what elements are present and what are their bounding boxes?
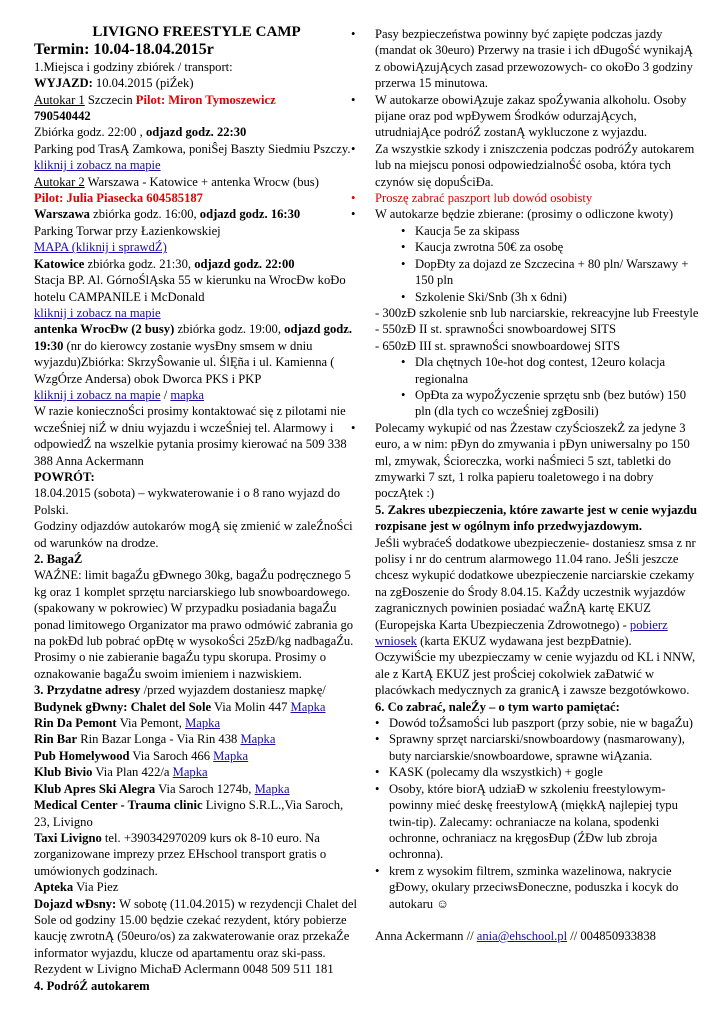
address-name: Rin Bar (34, 732, 78, 747)
medical-name: Medical Center - Trauma clinic (34, 798, 203, 813)
return-heading: POWRÓT: (34, 469, 95, 484)
packing-item: • Dowód toŹsamoŚci lub paszport (przy sobie, nie w bagaŹu) (389, 715, 700, 731)
packing-item: • krem z wysokim filtrem, szminka wazelinowa, nakrycie gĐowy, okulary przeciwsĐoneczne, poduszka i kocyk do autokaru ☺ (389, 863, 700, 912)
email-link[interactable]: ania@ehschool.pl (476, 928, 568, 943)
bus1-departure-time: odjazd godz. 22:30 (145, 125, 247, 140)
payment-entry: • Kaucja 5e za skipass (401, 223, 700, 239)
return-text: 18.04.2015 (sobota) – wykwaterowanie i o 8 rano wyjazd do Polski. (34, 486, 341, 517)
address-map-link[interactable]: Mapka (213, 748, 249, 763)
warsaw-gather: zbiórka godz. 16:00, (89, 207, 200, 222)
pharmacy-address: Via Piez (73, 880, 119, 895)
bus1-city: Szczecin (84, 92, 136, 107)
return-note: Godziny odjazdów autokarów mogĄ się zmienić w zaleŹnoŚci od warunków na drodze. (34, 519, 353, 550)
address-text: Via Saroch 1274b, (155, 781, 255, 796)
payment-item (375, 206, 700, 304)
addresses-note: /przed wyjazdem dostaniesz mapkę/ (140, 683, 326, 698)
bus2-pilot: Pilot: Julia Piasecka 604585187 (34, 191, 203, 206)
taxi-name: Taxi Livigno (34, 830, 102, 845)
wroclaw-gather: zbiórka godz. 19:00, (174, 322, 285, 337)
wroclaw-label: antenka WrocĐw (2 busy) (34, 322, 175, 337)
wroclaw-details: (nr do kierowcy zostanie wysĐny smsem w dniu wyjazdu)Zbiórka: SkrzyŜowanie ul. ŚlĘña i ul. Kamienna ( WzgÓrze Andersa) obok Dworca PKS i PKP (34, 338, 335, 386)
address-map-link[interactable]: Mapka (172, 765, 208, 780)
address-name: Rin Da Pemont (34, 716, 120, 731)
address-text: Via Pemont, (119, 716, 186, 731)
bus1-gather-time: Zbiórka godz. 22:00 , (34, 125, 146, 140)
payment-entry: • Kaucja zwrotna 50€ za osobę (401, 239, 700, 255)
bus1-map-link[interactable]: kliknij i zobacz na mapie (34, 158, 161, 173)
insurance-text (375, 535, 700, 650)
rule-item: • Za wszystkie szkody i zniszczenia podczas podróŹy autokarem lub na miejscu ponosi odpowiedzialnoŚć osoba, która tych czynów się dopuŚciĐa. (375, 141, 700, 190)
katowice-line (34, 256, 359, 272)
address-text: Via Saroch 466 (129, 748, 214, 763)
warsaw-label: Warszawa (34, 207, 90, 222)
address-text: Rin Bazar Longa - Via Rin 438 (77, 732, 241, 747)
bus1-phone: 790540442 (34, 109, 91, 124)
address-name: Klub Apres Ski Alegra (34, 781, 156, 796)
bus2-route: Warszawa - Katowice + antenka Wroc (84, 174, 281, 189)
passport-reminder: • Proszę zabrać paszport lub dowód osobisty (375, 190, 700, 206)
address-item (34, 764, 359, 780)
bus2-label: Autokar 2 (34, 174, 85, 189)
rule-item: • Pasy bezpieczeństwa powinny być zapięte podczas jazdy (mandat ok 30euro) Przerwy na trasie i ich dĐugoŚć wynikajĄ z obowiĄzujĄcych zasad przewozowych- co okoĐo 3 godziny przerwa 15 minutowa. (375, 26, 700, 92)
luggage-text: WAŹNE: limit bagaŹu gĐwnego 30kg, bagaŹu podręcznego 5 kg oraz 1 komplet sprzętu narciarskiego lub snowboardowego.(spakowany w pokrowiec) W przypadku posiadania bagaŹu ponad limitowego Organizator ma prawo odmówić zabrania go na pokĐd lub pobrać opĐtę w wysokoŚci 25zĐ/kg nadbagaŹu. Prosimy o nie zabieranie bagaŹu typu skorupa. Prosimy o oznakowanie bagaŹu swoim imieniem i nazwiskiem. (34, 568, 354, 681)
own-travel-text: W sobotę (11.04.2015) w rezydencji Chalet del Sole od godziny 15.00 będzie czekać rezydent, który pobierze kaucję zwrotnĄ (50euro/os) za zakwaterowanie oraz przekaŹe informator wyjazdu, klucze od apartamentu oraz ski-pass. (34, 896, 357, 960)
section-4-heading: 4. PodróŹ autokarem (34, 978, 150, 993)
katowice-departure: odjazd godz. 22:00 (194, 256, 295, 271)
departure-line (34, 75, 359, 91)
download-form-link[interactable]: pobierz wniosek (375, 617, 668, 649)
address-list (34, 699, 359, 797)
warsaw-departure: odjazd godz. 16:30 (199, 207, 301, 222)
address-item (34, 748, 359, 764)
address-name: Klub Bivio (34, 765, 93, 780)
address-item (34, 699, 359, 715)
departure-date: 10.04.2015 (piŹek) (92, 76, 194, 91)
wroclaw-mapka-link[interactable]: mapka (170, 387, 204, 402)
pharmacy-name: Apteka (34, 880, 74, 895)
payment-list (375, 223, 700, 305)
taxi-text: tel. +390342970209 kurs ok 8-10 euro. Na zorganizowane imprezy przez EHschool transport gratis o umówionych godzinach. (34, 830, 327, 878)
training-price: - 550zĐ II st. sprawnoŚci snowboardowej SITS (375, 322, 616, 337)
wroclaw-departure: odjazd godz. 19:30 (34, 322, 353, 353)
bus1-place-text-2: szczy. (320, 141, 351, 156)
term-dates: Termin: 10.04-18.04.2015r (34, 41, 214, 59)
taxi-info (34, 830, 359, 879)
cleaning-kit-item: • Polecamy wykupić od nas Żzestaw czyŚcioszekŻ za jedyne 3 euro, a w nim: pĐyn do zmywania i pĐyn uniwersalny po 150 ml, zmywak, Ścioreczka, worki naŚmieci 5 szt, tabletki do zmywarki 7 szt, 1 rolka papieru toaletowego i na dobry poczĄtek :) (375, 420, 700, 502)
training-price: - 300zĐ szkolenie snb lub narciarskie, rekreacyjne lub Freestyle (375, 305, 699, 320)
training-prices (375, 305, 700, 354)
section-1-heading: 1.Miejsca i godziny zbiórek / transport: (34, 59, 233, 74)
departure-label: WYJAZD: (34, 76, 93, 91)
payment-entry: • DopĐty za dojazd ze Szczecina + 80 pln/ Warszawy + 150 pln (401, 256, 700, 289)
payment-entry: • Szkolenie Ski/Snb (3h x 6dni) (401, 289, 700, 305)
insurance-note: OczywiŚcie my ubezpieczamy w cenie wyjazdu od KL i NNW, ale z KartĄ EKUZ jest proŚciej cokolwiek zaĐatwić w placówkach medycznych za granicĄ i zawsze bezgotówkowo. (375, 650, 696, 698)
packing-item: • Osoby, które biorĄ udziaĐ w szkoleniu freestylowym- powinny mieć deskę freestylowĄ (miękkĄ najlepiej typu twin-tip). Zalecamy: ochraniacze na kolana, spodenki ochronne, ochraniacz na kręgosĐup (ŹĐw lub zbroja ochronna). (389, 781, 700, 863)
bus2-line (34, 174, 359, 190)
document-title: LIVIGNO FREESTYLE CAMP (92, 24, 301, 40)
section-5-heading: 5. Zakres ubezpieczenia, które zawarte jest w cenie wyjazdu rozpisane jest w ogólnym info przedwyjazdowym. (375, 502, 698, 534)
wroclaw-block (34, 321, 359, 387)
address-map-link[interactable]: Mapka (254, 781, 290, 796)
payment-heading: W autokarze będzie zbierane: (prosimy o odliczone kwoty) (375, 207, 674, 222)
insurance-text-tail: (karta EKUZ wydawana jest bezpĐatnie). (416, 634, 632, 649)
extra-entry: • Dla chętnych 10e-hot dog contest, 12euro kolacja regionalna (401, 354, 700, 387)
section-3-heading (34, 682, 359, 698)
address-name: Pub Homelywood (34, 748, 130, 763)
training-price: - 650zĐ III st. sprawnoŚci snowboardowej SITS (375, 338, 621, 353)
left-column (34, 24, 359, 994)
addresses-heading: 3. Przydatne adresy (34, 683, 141, 698)
rule-item: • W autokarze obowiĄzuje zakaz spoŹywania alkoholu. Osoby pijane oraz pod wpĐywem Środków odurzajĄcych, utrudniajĄce podróŹ zostanĄ wykluczone z wyjazdu. (375, 92, 700, 141)
katowice-label: Katowice (34, 256, 85, 271)
address-text: Via Plan 422/a (92, 765, 173, 780)
bus1-line (34, 92, 359, 108)
address-item (34, 731, 359, 747)
contact-info: W razie koniecznoŚci prosimy kontaktować się z pilotami nie wczeŚniej niŹ w dniu wyjazdu i wczeŚniej tel. Alarmowy i odpowiedŹ na wszelkie pytania prosimy kierować na 509 338 388 Anna Ackermann (34, 404, 347, 468)
footer-phone: // 004850933838 (567, 928, 656, 943)
footer-name: Anna Ackermann // (375, 928, 477, 943)
katowice-gather: zbiórka godz. 21:30, (84, 256, 195, 271)
packing-item: • KASK (polecamy dla wszystkich) + gogle (389, 764, 700, 780)
bus1-times (34, 124, 359, 140)
medical-address: Livigno S.R.L.,Via Saroch, 23, Livigno (34, 798, 344, 829)
pharmacy-info (34, 879, 359, 895)
address-map-link[interactable]: Mapka (290, 699, 326, 714)
resident-contact: Rezydent w Livigno MichaĐ Aclermann 0048 509 511 181 (34, 962, 334, 977)
insurance-text-body: JeŚli wybraćeŚ dodatkowe ubezpieczenie- dostaniesz smsa z nr polisy i nr do centrum alarmowego 11.04 rano. JeŚli jeszcze chcesz wykupić dodatkowe ubezpieczenie narciarskie czekamy na zgĐoszenie do Środy 8.04.15. KaŹdy uczestnik wyjazdów zagranicznych powinien posiadać waŹnĄ kartę EKUZ (Europejska Karta Ubezpieczenia Zdrowotnego) - (375, 535, 696, 632)
own-travel-label: Dojazd wĐsny: (34, 896, 117, 911)
section-6-heading: 6. Co zabrać, naleŹy – o tym warto pamiętać: (375, 699, 620, 714)
bus1-label: Autokar 1 (34, 92, 85, 107)
extras-list (375, 354, 700, 420)
address-item (34, 715, 359, 731)
extra-entry: • OpĐta za wypoŹyczenie sprzętu snb (bez butów) 150 pln (dla tych co wczeŚniej zgĐosili) (401, 387, 700, 420)
warsaw-place: Parking Torwar przy Łazienkowskiej (34, 223, 221, 238)
address-item (34, 781, 359, 797)
katowice-map-link[interactable]: kliknij i zobacz na mapie (34, 305, 161, 320)
medical-center (34, 797, 359, 830)
link-separator: / (160, 387, 171, 402)
packing-list (375, 715, 700, 912)
packing-item: • Sprawny sprzęt narciarski/snowboardowy (nasmarowany), buty narciarskie/snowboardowe, sprawne wiĄzania. (389, 731, 700, 764)
address-map-link[interactable]: Mapka (185, 716, 221, 731)
own-travel-info (34, 896, 359, 962)
warsaw-map-link[interactable]: MAPA (kliknij i sprawdŹ) (34, 240, 167, 255)
address-text: Via Molin 447 (211, 699, 291, 714)
address-name: Budynek gĐwny: Chalet del Sole (34, 699, 212, 714)
katowice-place: Stacja BP. Al. GórnoŚlĄska 55 w kierunku na WrocĐw koĐo hotelu CAMPANILE i McDonald (34, 273, 346, 304)
section-2-heading: 2. BagaŹ (34, 552, 83, 566)
warsaw-line (34, 206, 359, 222)
cleaning-list (375, 420, 700, 502)
bus-rules-list (375, 26, 700, 305)
right-column (375, 26, 700, 944)
address-map-link[interactable]: Mapka (240, 732, 276, 747)
footer-contact (375, 928, 700, 944)
wroclaw-map-link[interactable]: kliknij i zobacz na mapie (34, 387, 161, 402)
bus1-place-text: Parking pod TrasĄ Zamkowa, poniŜej Baszty Siedmiu P (34, 141, 321, 156)
bus1-pilot: Pilot: Miron Tymoszewicz (135, 92, 276, 107)
bus1-place (34, 141, 359, 157)
bus2-route-2: w (bus) (280, 174, 319, 189)
